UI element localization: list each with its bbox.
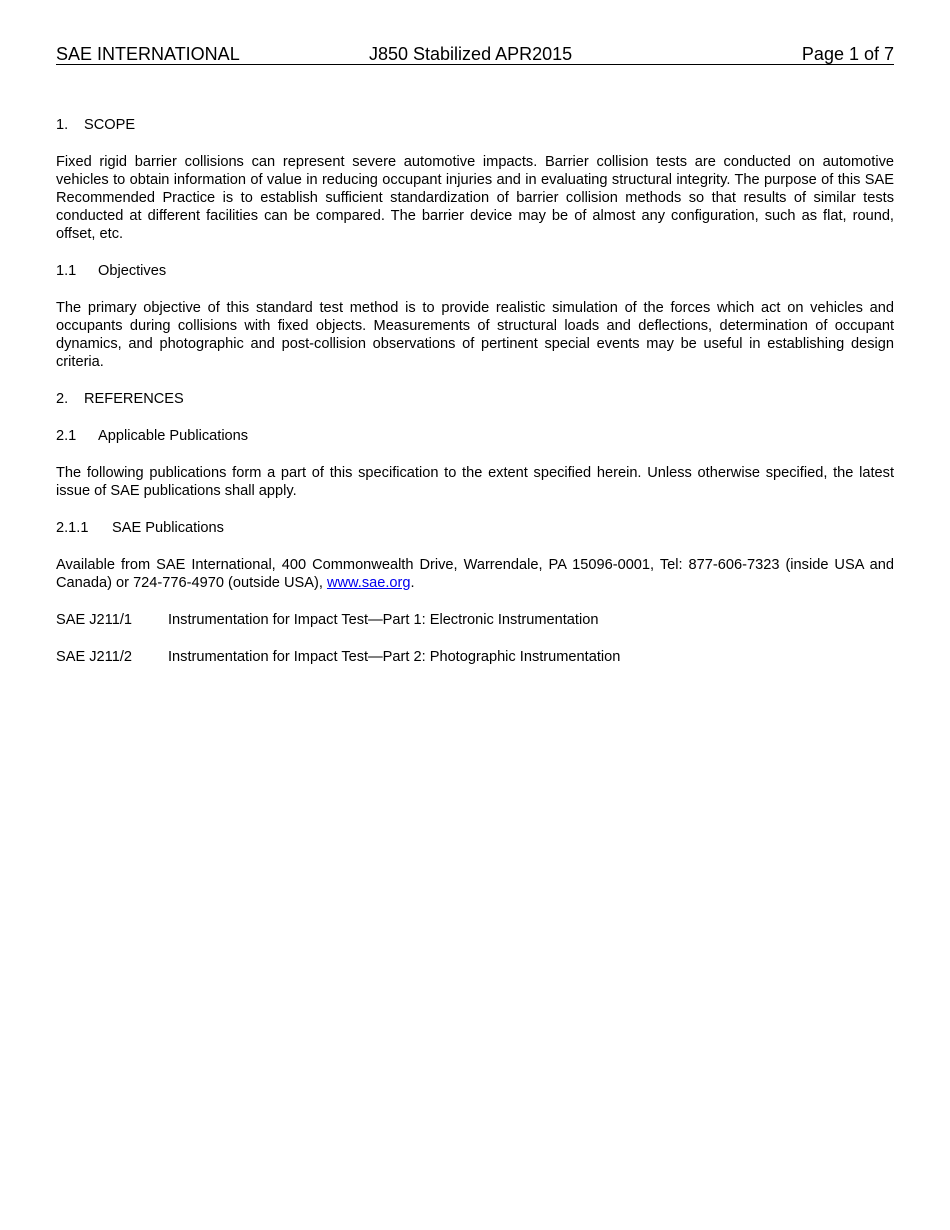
page-header bbox=[56, 44, 894, 65]
sae-publications-paragraph bbox=[56, 556, 894, 592]
sae-publications-text-end: . bbox=[410, 575, 415, 591]
reference-code: SAE J211/2 bbox=[56, 649, 132, 665]
section-heading-objectives bbox=[56, 262, 894, 280]
section-title: SAE Publications bbox=[112, 520, 224, 536]
header-page-number: Page 1 of 7 bbox=[801, 44, 894, 64]
reference-title: Instrumentation for Impact Test—Part 1: Electronic Instrumentation bbox=[168, 612, 599, 628]
section-heading-scope bbox=[56, 116, 894, 134]
section-title: Applicable Publications bbox=[98, 428, 249, 444]
document-body bbox=[56, 116, 894, 685]
applicable-publications-paragraph: The following publications form a part of this specification to the extent specified herein. Unless otherwise specified, the latest issue of SAE publications shall apply. bbox=[56, 465, 894, 499]
section-heading-applicable-publications bbox=[56, 427, 894, 445]
section-heading-references bbox=[56, 390, 894, 408]
section-number: 2.1 bbox=[56, 428, 77, 444]
sae-website-link[interactable]: www.sae.org bbox=[326, 575, 411, 591]
objectives-paragraph: The primary objective of this standard test method is to provide realistic simulation of the forces which act on vehicles and occupants during collisions with fixed objects. Measurements of structural loads and deflections, determination of occupant dynamics, and photographic and post-collision observations of pertinent special events may be useful in establishing design criteria. bbox=[56, 300, 894, 370]
scope-paragraph: Fixed rigid barrier collisions can represent severe automotive impacts. Barrier collision tests are conducted on automotive vehicles to obtain information of value in reducing occupant injuries and in evaluating structural integrity. The purpose of this SAE Recommended Practice is to establish sufficient standardization of barrier collision methods so that results of similar tests conducted at different facilities can be compared. The barrier device may be of almost any configuration, such as flat, round, offset, etc. bbox=[56, 154, 894, 242]
section-number: 2. bbox=[56, 391, 69, 407]
section-number: 1. bbox=[56, 117, 69, 133]
reference-item bbox=[56, 648, 894, 666]
header-organization: SAE INTERNATIONAL bbox=[56, 44, 240, 64]
reference-title: Instrumentation for Impact Test—Part 2: Photographic Instrumentation bbox=[168, 649, 621, 665]
reference-item bbox=[56, 611, 894, 629]
header-document-id: J850 Stabilized APR2015 bbox=[369, 44, 573, 64]
section-title: REFERENCES bbox=[84, 391, 184, 407]
sae-publications-text: Available from SAE International, 400 Commonwealth Drive, Warrendale, PA 15096-0001, Tel: 877-606-7323 (inside USA and Canada) or 724-776-4970 (outside USA), bbox=[56, 557, 894, 591]
section-heading-sae-publications bbox=[56, 519, 894, 537]
reference-code: SAE J211/1 bbox=[56, 612, 132, 628]
section-number: 2.1.1 bbox=[56, 520, 89, 536]
section-title: SCOPE bbox=[84, 117, 136, 133]
section-title: Objectives bbox=[98, 263, 167, 279]
section-number: 1.1 bbox=[56, 263, 77, 279]
